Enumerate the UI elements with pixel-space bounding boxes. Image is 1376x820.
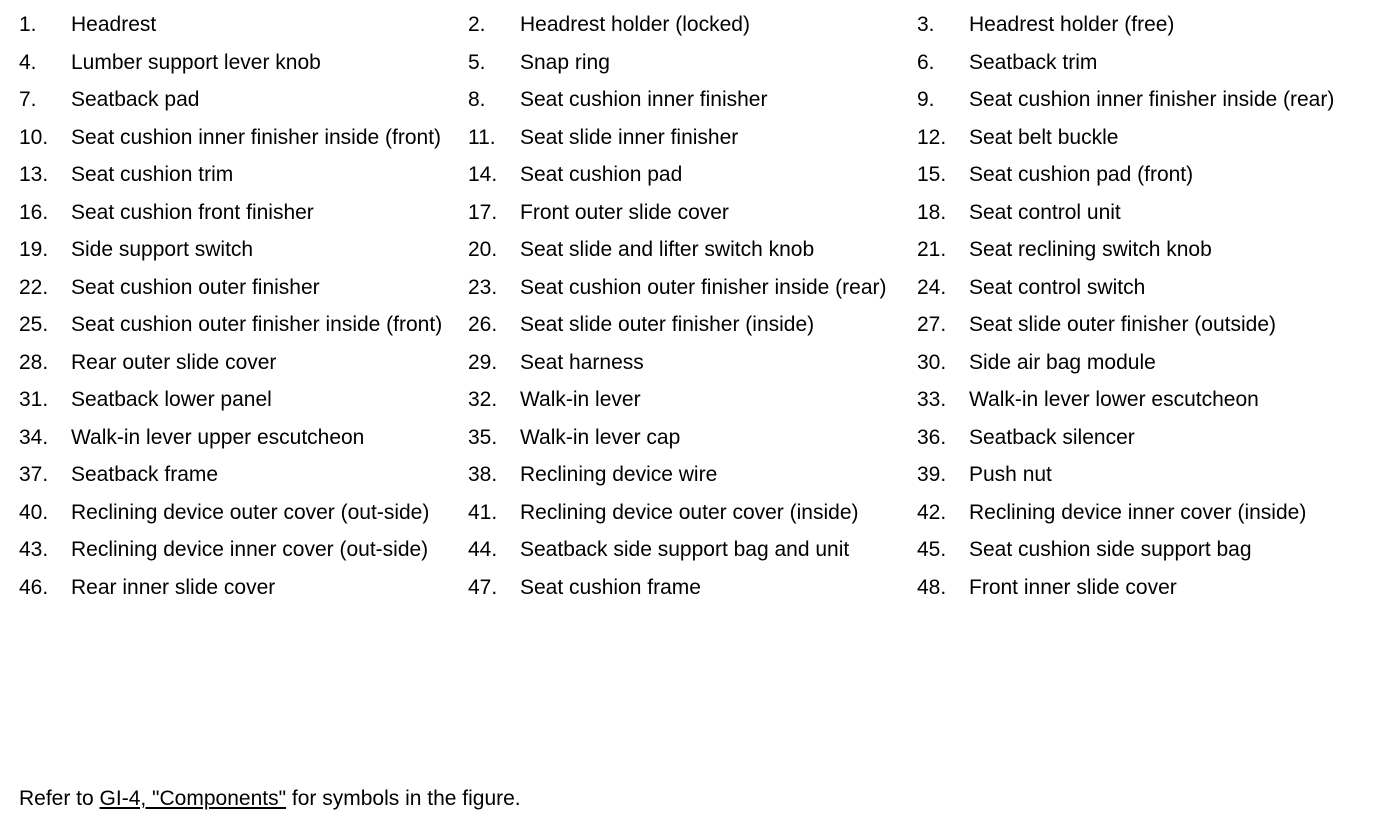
legend-item-number: 21.: [917, 238, 947, 261]
legend-item: [917, 535, 1367, 565]
legend-item-label: Seatback frame: [71, 463, 219, 486]
legend-item-number: 20.: [468, 238, 498, 261]
legend-item-label: Seatback silencer: [969, 425, 1135, 449]
legend-item-number: 7.: [19, 88, 37, 111]
legend-item-label: Reclining device outer cover (inside): [520, 500, 859, 524]
legend-row: [19, 48, 1369, 78]
legend-item-label: Seat cushion inner finisher inside (rear): [969, 88, 1335, 111]
legend-item-label: Seatback side support bag and unit: [520, 538, 850, 561]
legend-row: [19, 85, 1369, 115]
legend-item-label: Seat cushion outer finisher: [71, 275, 320, 299]
legend-item-label: Seat slide inner finisher: [520, 125, 739, 149]
legend-item-label: Walk-in lever upper escutcheon: [71, 425, 365, 449]
legend-item: [468, 573, 917, 603]
legend-item-number: 39.: [917, 463, 947, 486]
legend-item-label: Seatback lower panel: [71, 388, 272, 411]
components-reference-link[interactable]: GI-4, "Components": [99, 787, 287, 810]
legend-item-label: Seat control switch: [969, 275, 1146, 299]
legend-item-number: 19.: [19, 238, 49, 261]
legend-item: [19, 498, 468, 528]
legend-item-number: 42.: [917, 500, 947, 524]
legend-item-number: 5.: [468, 50, 486, 74]
legend-item-label: Seat harness: [520, 350, 644, 374]
legend-item-label: Headrest holder (free): [969, 13, 1175, 36]
legend-item-label: Rear outer slide cover: [71, 350, 277, 374]
legend-item-number: 28.: [19, 350, 49, 374]
legend-row: [19, 123, 1369, 153]
legend-item-label: Side air bag module: [969, 350, 1156, 374]
legend-item-label: Seat cushion pad: [520, 163, 683, 186]
legend-row: [19, 10, 1369, 40]
legend-item: [917, 10, 1367, 40]
legend-item: [468, 498, 917, 528]
legend-item-number: 18.: [917, 200, 947, 224]
legend-item-label: Seat belt buckle: [969, 125, 1119, 149]
legend-item-number: 25.: [19, 313, 49, 336]
legend-item-number: 17.: [468, 200, 498, 224]
legend-item: [917, 385, 1367, 415]
legend-item-label: Headrest holder (locked): [520, 13, 750, 36]
legend-item: [19, 235, 468, 265]
legend-item-label: Reclining device wire: [520, 463, 718, 486]
legend-item: [468, 235, 917, 265]
legend-item: [468, 385, 917, 415]
legend-item-number: 4.: [19, 50, 37, 74]
legend-item-number: 22.: [19, 275, 49, 299]
legend-item-number: 15.: [917, 163, 947, 186]
legend-item-label: Seat cushion pad (front): [969, 163, 1194, 186]
legend-row: [19, 573, 1369, 603]
legend-item: [468, 198, 917, 228]
legend-item-label: Lumber support lever knob: [71, 50, 321, 74]
legend-item-label: Reclining device outer cover (out-side): [71, 500, 430, 524]
legend-item: [19, 123, 468, 153]
legend-row: [19, 423, 1369, 453]
legend-item-label: Snap ring: [520, 50, 610, 74]
legend-item-number: 33.: [917, 388, 947, 411]
legend-item-label: Seatback pad: [71, 88, 200, 111]
legend-item-number: 35.: [468, 425, 498, 449]
legend-item-label: Seat slide and lifter switch knob: [520, 238, 815, 261]
legend-row: [19, 535, 1369, 565]
legend-item-number: 48.: [917, 575, 947, 599]
legend-item-number: 36.: [917, 425, 947, 449]
legend-row: [19, 160, 1369, 190]
legend-item-number: 34.: [19, 425, 49, 449]
legend-item-number: 29.: [468, 350, 498, 374]
legend-item: [917, 85, 1367, 115]
legend-item-label: Reclining device inner cover (out-side): [71, 538, 429, 561]
legend-item-number: 41.: [468, 500, 498, 524]
legend-item-number: 46.: [19, 575, 49, 599]
legend-item: [468, 48, 917, 78]
legend-item-number: 32.: [468, 388, 498, 411]
legend-row: [19, 348, 1369, 378]
legend-item-number: 14.: [468, 163, 498, 186]
legend-item: [19, 160, 468, 190]
legend-item: [917, 498, 1367, 528]
legend-item: [19, 273, 468, 303]
legend-item-number: 31.: [19, 388, 49, 411]
legend-item: [468, 348, 917, 378]
legend-item-label: Seat cushion inner finisher: [520, 88, 768, 111]
legend-item-label: Push nut: [969, 463, 1052, 486]
legend-row: [19, 498, 1369, 528]
legend-item: [917, 160, 1367, 190]
legend-item-number: 24.: [917, 275, 947, 299]
legend-item-label: Seat control unit: [969, 200, 1121, 224]
legend-item-number: 10.: [19, 125, 49, 149]
legend-item: [19, 310, 468, 340]
legend-item: [468, 423, 917, 453]
legend-item-label: Walk-in lever lower escutcheon: [969, 388, 1259, 411]
legend-item-label: Front inner slide cover: [969, 575, 1177, 599]
legend-item-label: Rear inner slide cover: [71, 575, 276, 599]
legend-item-label: Seat cushion outer finisher inside (rear): [520, 275, 887, 299]
legend-item: [468, 460, 917, 490]
legend-item: [468, 160, 917, 190]
legend-item: [19, 423, 468, 453]
legend-item-number: 23.: [468, 275, 498, 299]
legend-item-label: Seat cushion side support bag: [969, 538, 1252, 561]
legend-item-number: 40.: [19, 500, 49, 524]
legend-item-number: 38.: [468, 463, 498, 486]
legend-item-number: 9.: [917, 88, 935, 111]
legend-row: [19, 198, 1369, 228]
legend-item-number: 44.: [468, 538, 498, 561]
legend-row: [19, 235, 1369, 265]
legend-item-number: 13.: [19, 163, 49, 186]
legend-item-label: Headrest: [71, 13, 157, 36]
legend-item: [917, 48, 1367, 78]
legend-row: [19, 273, 1369, 303]
footer-suffix: for symbols in the figure.: [286, 787, 521, 810]
legend-item-number: 8.: [468, 88, 486, 111]
legend-item-label: Front outer slide cover: [520, 200, 729, 224]
legend-item-number: 26.: [468, 313, 498, 336]
legend-item: [19, 198, 468, 228]
legend-item-number: 43.: [19, 538, 49, 561]
legend-item-number: 11.: [468, 125, 496, 149]
legend-item-label: Seat cushion trim: [71, 163, 234, 186]
legend-item-label: Seat cushion front finisher: [71, 200, 314, 224]
legend-item: [19, 535, 468, 565]
legend-item: [19, 573, 468, 603]
legend-item: [468, 10, 917, 40]
legend-item-number: 2.: [468, 13, 486, 36]
legend-item-number: 47.: [468, 575, 498, 599]
legend-item: [917, 310, 1367, 340]
legend-item: [917, 460, 1367, 490]
legend-item-label: Walk-in lever cap: [520, 425, 681, 449]
legend-item: [19, 85, 468, 115]
legend-item-label: Walk-in lever: [520, 388, 641, 411]
legend-item: [19, 48, 468, 78]
legend-item-number: 1.: [19, 13, 37, 36]
legend-item-label: Side support switch: [71, 238, 254, 261]
legend-item: [468, 85, 917, 115]
legend-item-label: Seat cushion outer finisher inside (front): [71, 313, 443, 336]
legend-row: [19, 310, 1369, 340]
legend-item-label: Seat reclining switch knob: [969, 238, 1212, 261]
legend-item-label: Seat slide outer finisher (outside): [969, 313, 1276, 336]
legend-item: [19, 10, 468, 40]
legend-item: [917, 198, 1367, 228]
legend-item-label: Reclining device inner cover (inside): [969, 500, 1307, 524]
legend-item: [917, 348, 1367, 378]
legend-item-label: Seat cushion frame: [520, 575, 701, 599]
legend-item: [19, 348, 468, 378]
legend-item-number: 45.: [917, 538, 947, 561]
legend-item-number: 6.: [917, 50, 935, 74]
legend-item: [19, 385, 468, 415]
legend-item: [917, 573, 1367, 603]
parts-legend: [19, 10, 1369, 610]
legend-item: [468, 535, 917, 565]
legend-item: [468, 123, 917, 153]
legend-item-number: 16.: [19, 200, 49, 224]
legend-item-number: 30.: [917, 350, 947, 374]
legend-item: [917, 123, 1367, 153]
footer-note: [19, 784, 521, 813]
legend-item-label: Seatback trim: [969, 50, 1098, 74]
legend-row: [19, 385, 1369, 415]
legend-item-label: Seat cushion inner finisher inside (front): [71, 125, 442, 149]
legend-item: [468, 310, 917, 340]
footer-prefix: Refer to: [19, 787, 100, 810]
legend-item-label: Seat slide outer finisher (inside): [520, 313, 815, 336]
legend-item-number: 3.: [917, 13, 935, 36]
legend-row: [19, 460, 1369, 490]
legend-item: [917, 423, 1367, 453]
legend-item: [468, 273, 917, 303]
legend-item-number: 12.: [917, 125, 947, 149]
legend-item-number: 37.: [19, 463, 49, 486]
legend-item: [917, 273, 1367, 303]
legend-item: [19, 460, 468, 490]
legend-item-number: 27.: [917, 313, 947, 336]
legend-item: [917, 235, 1367, 265]
